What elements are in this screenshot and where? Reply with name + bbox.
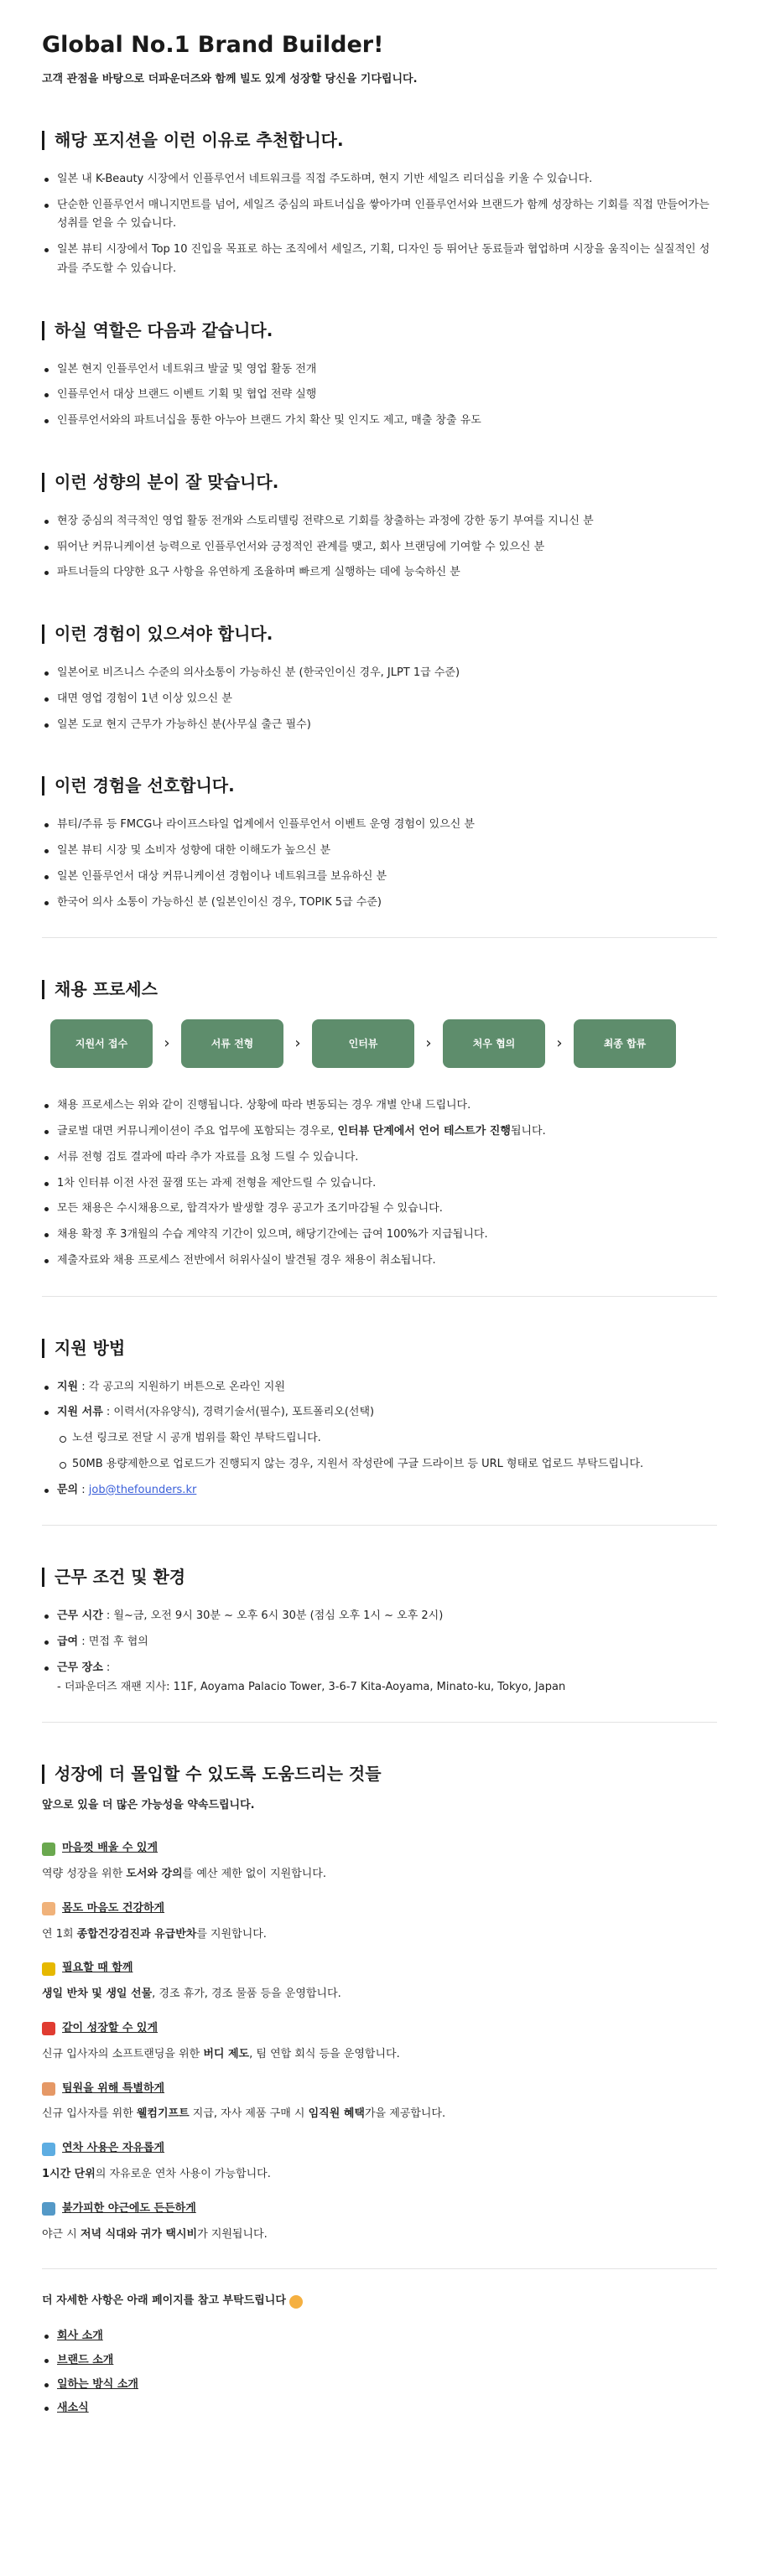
section-title: 근무 조건 및 환경 <box>42 1568 717 1587</box>
list-item: 일본 현지 인플루언서 네트워크 발굴 및 영업 활동 전개 <box>42 360 717 380</box>
list-item: 모든 채용은 수시채용으로, 합격자가 발생할 경우 공고가 조기마감될 수 있습니다. <box>42 1200 717 1219</box>
list-item: 지원 서류 : 이력서(자유양식), 경력기술서(필수), 포트폴리오(선택) 노션 링크로 전달 시 공개 범위를 확인 부탁드립니다. 50MB 용량제한으로 업로드가 진행되지 않는 경우, 지원서 작성란에 구글 드라이브 등 URL 형태로 업로드 부탁드립니다. <box>42 1403 717 1474</box>
section-title: 성장에 더 몰입할 수 있도록 도움드리는 것들 <box>42 1765 717 1784</box>
role-section <box>42 321 717 431</box>
contact-email-link[interactable]: job@thefounders.kr <box>88 1483 197 1496</box>
page-title: Global No.1 Brand Builder! <box>42 32 384 58</box>
section-title: 해당 포지션을 이런 이유로 추천합니다. <box>42 131 717 150</box>
process-step: 인터뷰 <box>312 1019 414 1068</box>
more-info-title: 더 자세한 사항은 아래 페이지를 참고 부탁드립니다 <box>42 2293 717 2310</box>
benefit-item <box>42 2140 717 2184</box>
list-item: 일본 인플루언서 대상 커뮤니케이션 경험이나 네트워크를 보유하신 분 <box>42 868 717 887</box>
muscle-icon <box>42 1902 55 1915</box>
benefit-description: 역량 성장을 위한 도서와 강의를 예산 제한 없이 지원합니다. <box>42 1867 326 1880</box>
benefit-title: 불가피한 야근에도 든든하게 <box>42 2200 717 2218</box>
benefit-item <box>42 1840 717 1884</box>
list-item: 노션 링크로 전달 시 공개 범위를 확인 부탁드립니다. <box>57 1429 717 1449</box>
list-item: 인플루언서와의 파트너십을 통한 아누아 브랜드 가치 확산 및 인지도 제고, 매출 창출 유도 <box>42 412 717 431</box>
list-item: 대면 영업 경험이 1년 이상 있으신 분 <box>42 690 717 709</box>
list-item: 뛰어난 커뮤니케이션 능력으로 인플루언서와 긍정적인 관계를 맺고, 회사 브랜딩에 기여할 수 있으신 분 <box>42 538 717 557</box>
required-section <box>42 625 717 734</box>
section-title: 이런 경험을 선호합니다. <box>42 776 717 796</box>
list-item: 서류 전형 검토 결과에 따라 추가 자료를 요청 드릴 수 있습니다. <box>42 1148 717 1168</box>
divider <box>42 1296 717 1297</box>
office-address: - 더파운더즈 재팬 지사: 11F, Aoyama Palacio Tower, 3-6-7 Kita-Aoyama, Minato-ku, Tokyo, Japan <box>57 1680 566 1693</box>
work-style-link[interactable]: 일하는 방식 소개 <box>42 2376 717 2395</box>
list-item: 글로벌 대면 커뮤니케이션이 주요 업무에 포함되는 경우로, 인터뷰 단계에서 언어 테스트가 진행됩니다. <box>42 1122 717 1142</box>
company-intro-link[interactable]: 회사 소개 <box>42 2327 717 2346</box>
more-info-section <box>42 2293 717 2418</box>
list-item: 일본어로 비즈니스 수준의 의사소통이 가능하신 분 (한국인이신 경우, JLPT 1급 수준) <box>42 664 717 683</box>
smile-icon <box>289 2295 303 2309</box>
benefit-description: 1시간 단위의 자유로운 연차 사용이 가능합니다. <box>42 2167 271 2180</box>
list-item: 채용 확정 후 3개월의 수습 계약직 기간이 있으며, 해당기간에는 급여 100%가 지급됩니다. <box>42 1226 717 1245</box>
benefit-title: 필요할 때 함께 <box>42 1960 717 1977</box>
list-item: 일본 뷰티 시장 및 소비자 성향에 대한 이해도가 높으신 분 <box>42 842 717 861</box>
section-title: 채용 프로세스 <box>42 980 717 999</box>
benefit-item <box>42 2200 717 2244</box>
list-item: 근무 장소 : - 더파운더즈 재팬 지사: 11F, Aoyama Palacio Tower, 3-6-7 Kita-Aoyama, Minato-ku, Tokyo, Japan <box>42 1659 717 1697</box>
list-item: 일본 뷰티 시장에서 Top 10 진입을 목표로 하는 조직에서 세일즈, 기획, 디자인 등 뛰어난 동료들과 협업하며 시장을 움직이는 실질적인 성과를 주도할 수 있습니다. <box>42 241 717 279</box>
benefit-title: 팀원을 위해 특별하게 <box>42 2081 717 2098</box>
process-step: 처우 협의 <box>443 1019 545 1068</box>
list-item: 현장 중심의 적극적인 영업 활동 전개와 스토리텔링 전략으로 기회를 창출하는 과정에 강한 동기 부여를 지니신 분 <box>42 512 717 531</box>
benefit-title: 같이 성장할 수 있게 <box>42 2020 717 2038</box>
brand-intro-link[interactable]: 브랜드 소개 <box>42 2351 717 2371</box>
books-icon <box>42 1843 55 1856</box>
list-item: 단순한 인플루언서 매니지먼트를 넘어, 세일즈 중심의 파트너십을 쌓아가며 인플루언서와 브랜드가 함께 성장하는 기회를 직접 만들어가는 성취를 얻을 수 있습니다. <box>42 196 717 235</box>
process-flow <box>50 1019 717 1068</box>
benefit-description: 생일 반차 및 생일 선물, 경조 휴가, 경조 물품 등을 운영합니다. <box>42 1988 341 2001</box>
apply-section <box>42 1339 717 1501</box>
benefit-title: 몸도 마음도 건강하게 <box>42 1900 717 1918</box>
chevron-right-icon: › <box>556 1034 563 1052</box>
list-item: 제출자료와 채용 프로세스 전반에서 허위사실이 발견될 경우 채용이 취소됩니다. <box>42 1252 717 1271</box>
flag-icon <box>42 2022 55 2035</box>
benefit-title: 마음껏 배울 수 있게 <box>42 1840 717 1858</box>
section-title: 지원 방법 <box>42 1339 717 1358</box>
list-item: 일본 도쿄 현지 근무가 가능하신 분(사무실 출근 필수) <box>42 716 717 735</box>
benefit-description: 야근 시 저녁 식대와 귀가 택시비가 지원됩니다. <box>42 2227 268 2241</box>
process-step: 서류 전형 <box>181 1019 283 1068</box>
divider <box>42 937 717 938</box>
section-title: 이런 성향의 분이 잘 맞습니다. <box>42 473 717 492</box>
list-item: 일본 내 K-Beauty 시장에서 인플루언서 네트워크를 직접 주도하며, 현지 기반 세일즈 리더십을 키울 수 있습니다. <box>42 170 717 189</box>
basket-icon <box>42 2082 55 2096</box>
section-title: 하실 역할은 다음과 같습니다. <box>42 321 717 340</box>
benefit-description: 신규 입사자를 위한 웰컴기프트 지급, 자사 제품 구매 시 임직원 혜택가을 제공합니다. <box>42 2107 446 2121</box>
list-item: 지원 : 각 공고의 지원하기 버튼으로 온라인 지원 <box>42 1378 717 1397</box>
divider <box>42 2268 717 2269</box>
divider <box>42 1525 717 1526</box>
list-item: 파트너들의 다양한 요구 사항을 유연하게 조율하며 빠르게 실행하는 데에 능숙하신 분 <box>42 563 717 583</box>
benefit-description: 신규 입사자의 소프트랜딩을 위한 버디 제도, 팀 연합 회식 등을 운영합니다. <box>42 2047 400 2060</box>
process-section <box>42 980 717 1270</box>
list-item: 문의 : job@thefounders.kr <box>42 1481 717 1501</box>
chevron-right-icon: › <box>164 1034 170 1052</box>
benefit-item <box>42 1960 717 2003</box>
benefit-item <box>42 2081 717 2124</box>
process-step: 최종 합류 <box>574 1019 676 1068</box>
gift-icon <box>42 1962 55 1976</box>
list-item: 50MB 용량제한으로 업로드가 진행되지 않는 경우, 지원서 작성란에 구글 드라이브 등 URL 형태로 업로드 부탁드립니다. <box>57 1455 717 1475</box>
list-item: 채용 프로세스는 위와 같이 진행됩니다. 상황에 따라 변동되는 경우 개별 안내 드립니다. <box>42 1096 717 1116</box>
benefit-title: 연차 사용은 자유롭게 <box>42 2140 717 2158</box>
section-title: 이런 경험이 있으셔야 합니다. <box>42 625 717 644</box>
calendar-icon <box>42 2143 55 2156</box>
process-step: 지원서 접수 <box>50 1019 153 1068</box>
list-item: 한국어 의사 소통이 가능하신 분 (일본인이신 경우, TOPIK 5급 수준) <box>42 894 717 913</box>
news-link[interactable]: 새소식 <box>42 2399 717 2418</box>
chevron-right-icon: › <box>294 1034 301 1052</box>
benefit-item <box>42 1900 717 1944</box>
recommend-section <box>42 131 717 279</box>
list-item: 급여 : 면접 후 협의 <box>42 1633 717 1652</box>
list-item: 인플루언서 대상 브랜드 이벤트 기획 및 협업 전략 실행 <box>42 386 717 405</box>
page-subtitle: 고객 관점을 바탕으로 더파운더즈와 함께 빌도 있게 성장할 당신을 기다립니다. <box>42 73 418 86</box>
divider <box>42 1722 717 1723</box>
preferred-section <box>42 776 717 912</box>
benefit-item <box>42 2020 717 2064</box>
benefit-description: 연 1회 종합건강검진과 유급반차를 지원합니다. <box>42 1927 267 1941</box>
benefits-section <box>42 1765 717 2243</box>
fit-section <box>42 473 717 583</box>
benefit-list <box>42 1840 717 2243</box>
list-item: 근무 시간 : 월~금, 오전 9시 30분 ~ 오후 6시 30분 (점심 오후 1시 ~ 오후 2시) <box>42 1607 717 1626</box>
list-item: 1차 인터뷰 이전 사전 꿀잼 또는 과제 전형을 제안드릴 수 있습니다. <box>42 1174 717 1194</box>
benefits-intro: 앞으로 있을 더 많은 가능성을 약속드립니다. <box>42 1799 255 1812</box>
conditions-section <box>42 1568 717 1697</box>
list-item: 뷰티/주류 등 FMCG나 라이프스타일 업계에서 인플루언서 이벤트 운영 경험이 있으신 분 <box>42 816 717 835</box>
taxi-icon <box>42 2202 55 2216</box>
chevron-right-icon: › <box>425 1034 432 1052</box>
